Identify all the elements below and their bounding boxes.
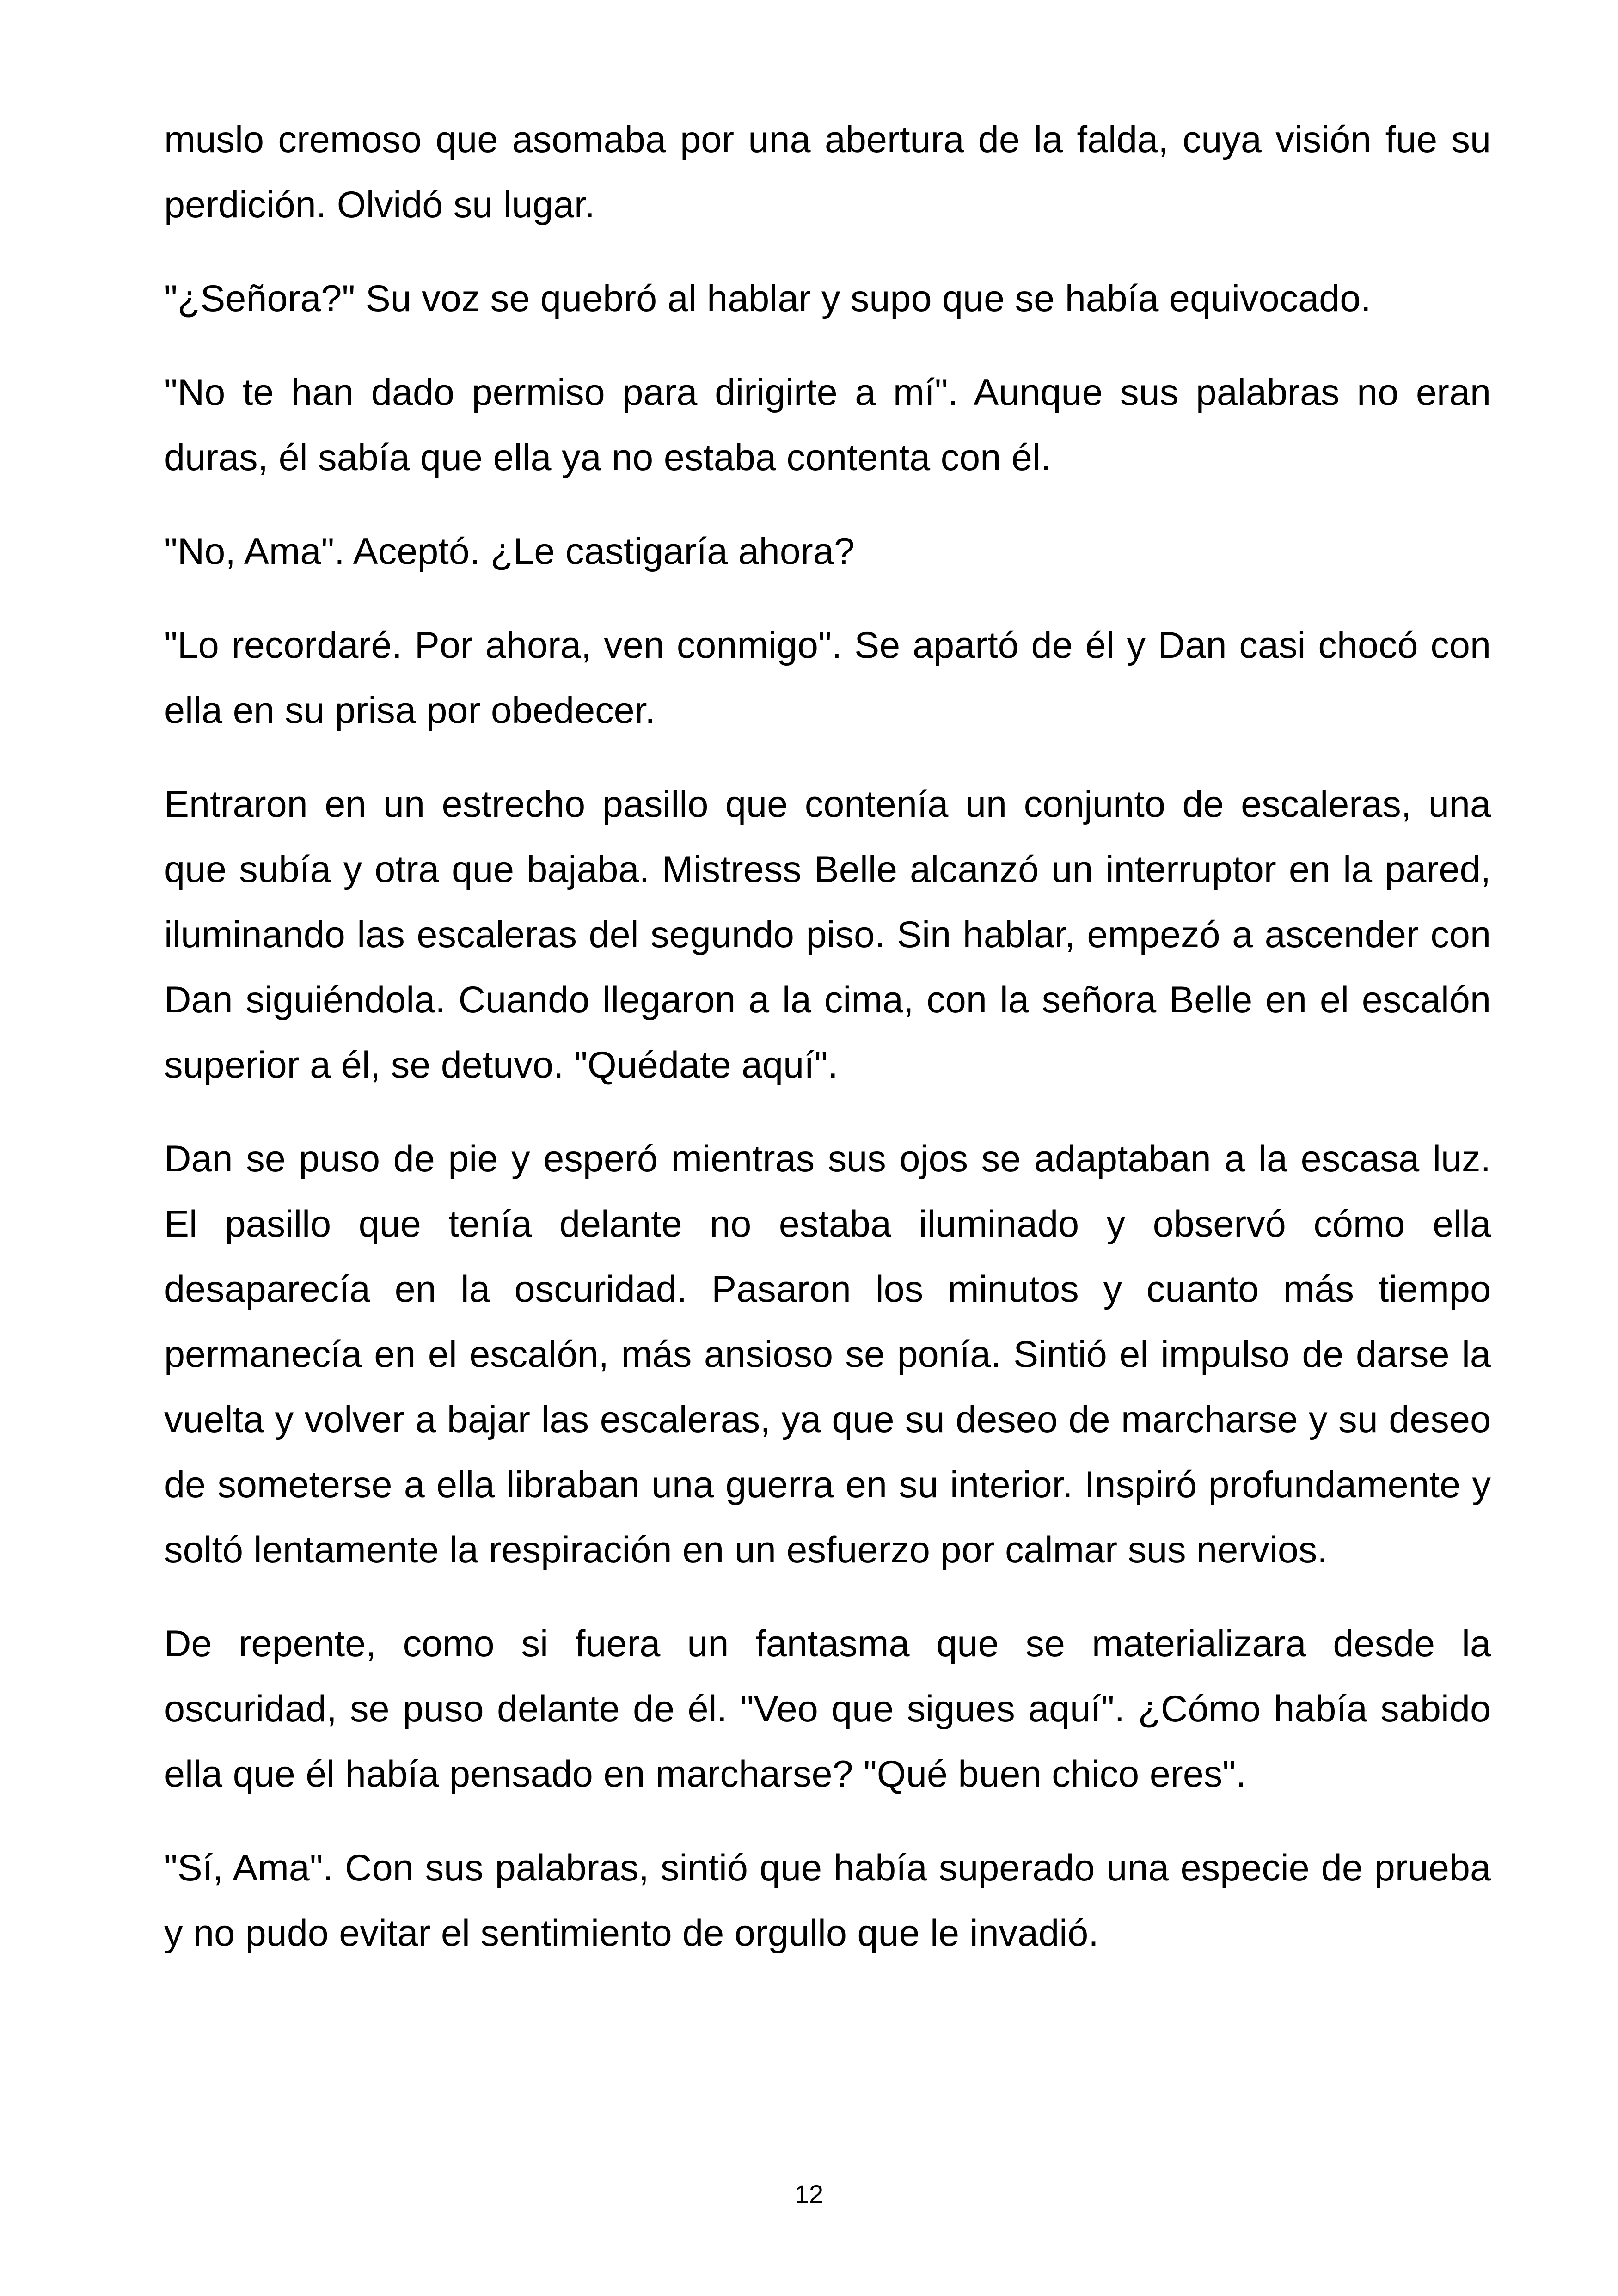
paragraph-1: muslo cremoso que asomaba por una abertura de la falda, cuya visión fue su perdición. Olvidó su lugar. [164,119,1491,226]
body-text [164,107,1491,1995]
paragraph-2: "¿Señora?" Su voz se quebró al hablar y supo que se había equivocado. [164,278,1371,319]
paragraph-5: "Lo recordaré. Por ahora, ven conmigo". Se apartó de él y Dan casi chocó con ella en su prisa por obedecer. [164,625,1491,731]
page-number: 12 [794,2180,824,2209]
paragraph-8: De repente, como si fuera un fantasma que se materializara desde la oscuridad, se puso delante de él. "Veo que sigues aquí". ¿Cómo había sabido ella que él había pensado en marcharse? "Qué buen chico eres". [164,1623,1491,1795]
paragraph-3: "No te han dado permiso para dirigirte a mí". Aunque sus palabras no eran duras, él sabía que ella ya no estaba contenta con él. [164,372,1491,478]
paragraph-6: Entraron en un estrecho pasillo que contenía un conjunto de escaleras, una que subía y otra que bajaba. Mistress Belle alcanzó un interruptor en la pared, iluminando las escaleras del segundo piso. Sin hablar, empezó a ascender con Dan siguiéndola. Cuando llegaron a la cima, con la señora Belle en el escalón superior a él, se detuvo. "Quédate aquí". [164,784,1491,1086]
paragraph-9: "Sí, Ama". Con sus palabras, sintió que había superado una especie de prueba y no pudo evitar el sentimiento de orgullo que le invadió. [164,1847,1491,1954]
paragraph-7: Dan se puso de pie y esperó mientras sus ojos se adaptaban a la escasa luz. El pasillo que tenía delante no estaba iluminado y observó cómo ella desaparecía en la oscuridad. Pasaron los minutos y cuanto más tiempo permanecía en el escalón, más ansioso se ponía. Sintió el impulso de darse la vuelta y volver a bajar las escaleras, ya que su deseo de marcharse y su deseo de someterse a ella libraban una guerra en su interior. Inspiró profundamente y soltó lentamente la respiración en un esfuerzo por calmar sus nervios. [164,1138,1491,1571]
paragraph-4: "No, Ama". Aceptó. ¿Le castigaría ahora? [164,531,855,572]
